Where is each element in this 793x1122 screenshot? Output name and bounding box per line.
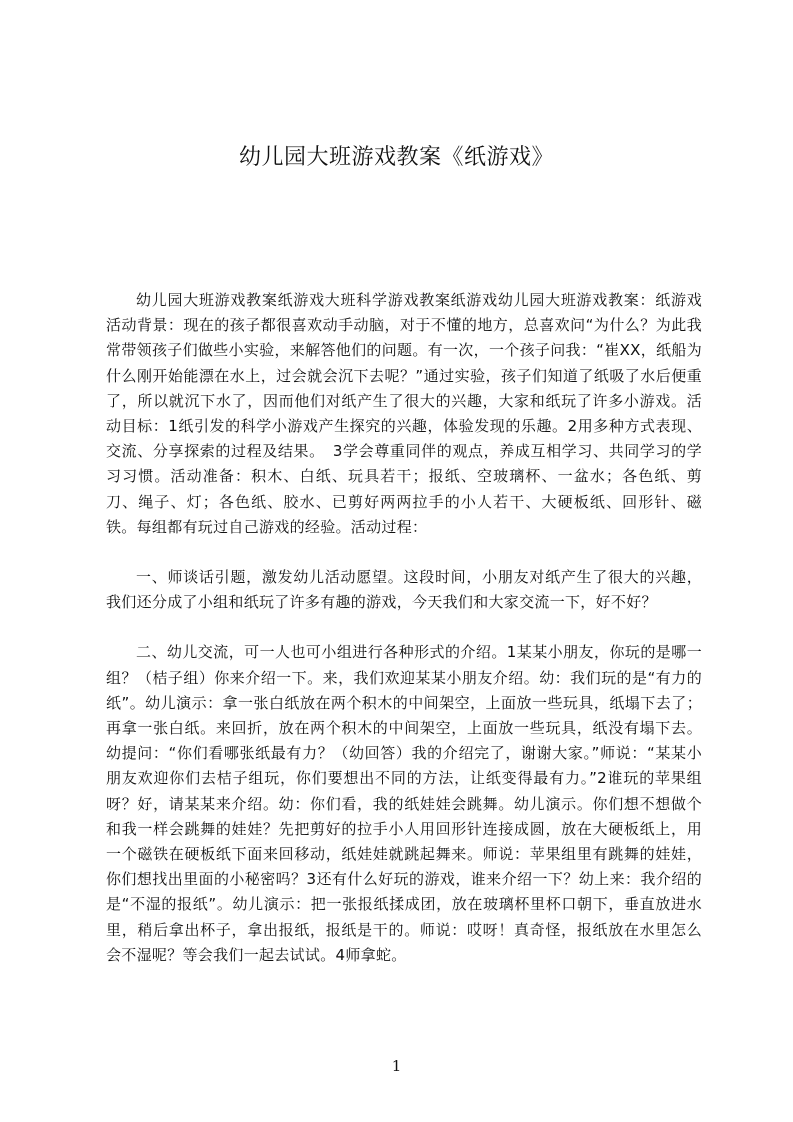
document-title: 幼儿园大班游戏教案《纸游戏》 bbox=[238, 145, 554, 170]
paragraph-step-two: 二、幼儿交流，可一人也可小组进行各种形式的介绍。1某某小朋友，你玩的是哪一组？（桔子组）你来介绍一下。来，我们欢迎某某小朋友介绍。幼：我们玩的是“有力的纸”。幼儿演示：拿一张白纸放在两个积木的中间架空，上面放一些玩具，纸塌下去了；再拿一张白纸。来回折，放在两个积木的中间架空，上面放一些玩具，纸没有塌下去。幼提问：“你们看哪张纸最有力？（幼回答）我的介绍完了，谢谢大家。”师说：“某某小朋友欢迎你们去桔子组玩，你们要想出不同的方法，让纸变得最有力。”2谁玩的苹果组呀？好，请某某来介绍。幼：你们看，我的纸娃娃会跳舞。幼儿演示。你们想不想做个和我一样会跳舞的娃娃？先把剪好的拉手小人用回形针连接成圆，放在大硬板纸上，用一个磁铁在硬板纸下面来回移动，纸娃娃就跳起舞来。师说：苹果组里有跳舞的娃娃，你们想找出里面的小秘密吗？3还有什么好玩的游戏，谁来介绍一下？幼上来：我介绍的是“不湿的报纸”。幼儿演示：把一张报纸揉成团，放在玻璃杯里杯口朝下，垂直放进水里，稍后拿出杯子，拿出报纸，报纸是干的。师说：哎呀！真奇怪，报纸放在水里怎么会不湿呢？等会我们一起去试试。4师拿蛇。 bbox=[106, 643, 702, 964]
document-body bbox=[106, 288, 702, 968]
paragraph-background-goals-preparation: 幼儿园大班游戏教案纸游戏大班科学游戏教案纸游戏幼儿园大班游戏教案：纸游戏活动背景：现在的孩子都很喜欢动手动脑，对于不懂的地方，总喜欢问“为什么？为此我常带领孩子们做些小实验，来解答他们的问题。有一次，一个孩子问我：“崔XX，纸船为什么刚开始能漂在水上，过会就会沉下去呢？”通过实验，孩子们知道了纸吸了水后便重了，所以就沉下水了，因而他们对纸产生了很大的兴趣，大家和纸玩了许多小游戏。活动目标：1纸引发的科学小游戏产生探究的兴趣，体验发现的乐趣。2用多种方式表现、交流、分享探索的过程及结果。 3学会尊重同伴的观点，养成互相学习、共同学习的学习习惯。活动准备：积木、白纸、玩具若干；报纸、空玻璃杯、一盆水；各色纸、剪刀、绳子、灯；各色纸、胶水、已剪好两两拉手的小人若干、大硬板纸、回形针、磁铁。每组都有玩过自己游戏的经验。活动过程： bbox=[106, 291, 702, 536]
page-number: 1 bbox=[391, 1057, 402, 1075]
paragraph-step-one: 一、师谈话引题，激发幼儿活动愿望。这段时间，小朋友对纸产生了很大的兴趣，我们还分成了小组和纸玩了许多有趣的游戏，今天我们和大家交流一下，好不好？ bbox=[106, 568, 702, 612]
